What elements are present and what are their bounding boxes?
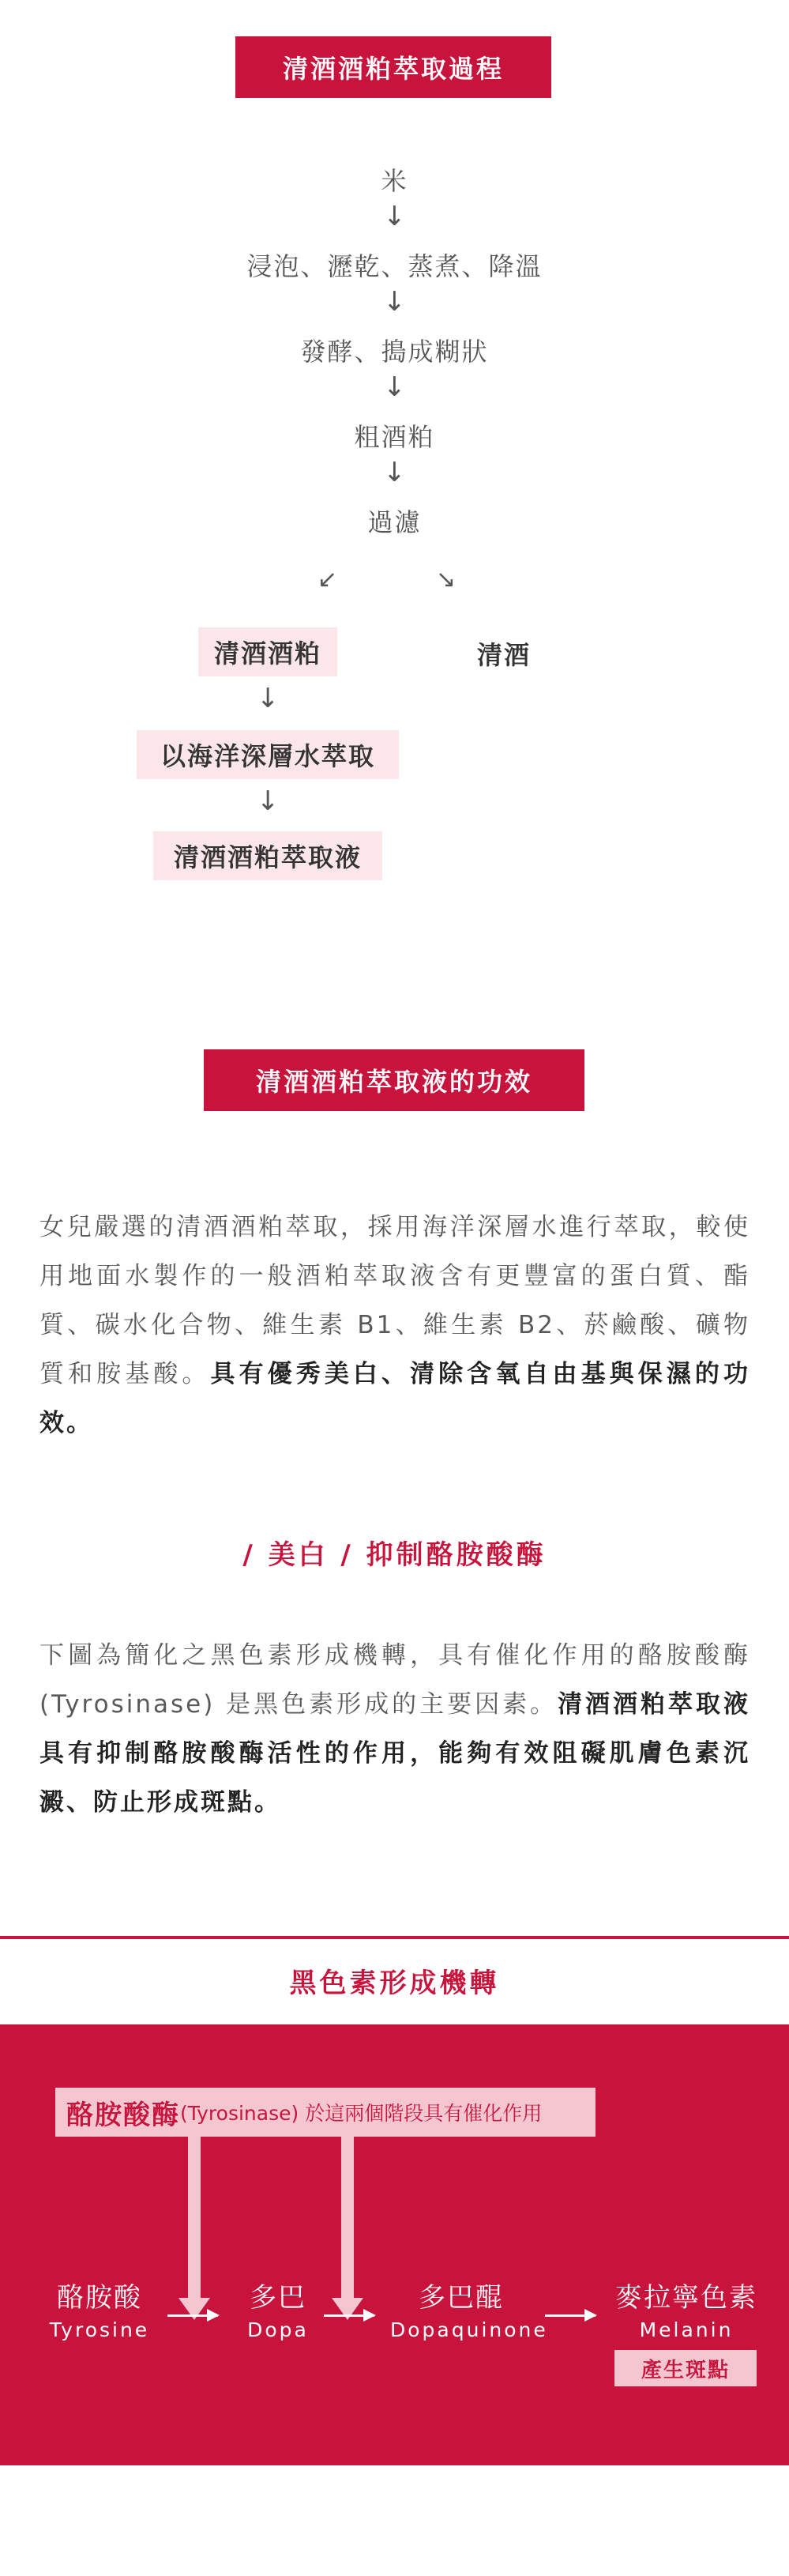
efficacy-highlight: 具有優秀美白、清除含氧自由基與保濕的功效。 <box>39 1360 750 1437</box>
stage-tyrosine-cn: 酪胺酸 <box>57 2282 142 2314</box>
process-title: 清酒酒粕萃取過程 <box>235 36 551 98</box>
mechanism-divider <box>0 1936 789 1939</box>
whitening-paragraph <box>39 1631 750 1827</box>
mechanism-panel <box>0 2024 789 2465</box>
efficacy-paragraph <box>39 1203 750 1448</box>
efficacy-text: 女兒嚴選的清酒酒粕萃取，採用海洋深層水進行萃取，較使用地面水製作的一般酒粕萃取液含有更豐富的蛋白質、酯質、碳水化合物、維生素 B1、維生素 B2、菸鹼酸、礦物質和胺基酸。 <box>39 1213 750 1388</box>
stage-melanin-cn: 麥拉寧色素 <box>615 2282 757 2314</box>
stage-dopa-en: Dopa <box>247 2318 309 2341</box>
stage-dopa-cn: 多巴 <box>250 2282 306 2314</box>
catalysis-arrow-1 <box>188 2137 201 2299</box>
split-right-arrow-icon: ↘ <box>436 566 456 593</box>
branch-sake: 清酒 <box>477 640 532 670</box>
whitening-highlight: 清酒酒粕萃取液具有抑制酪胺酸酶活性的作用，能夠有效阻礙肌膚色素沉澱、防止形成斑點。 <box>39 1690 751 1817</box>
whitening-text: 下圖為簡化之黑色素形成機轉，具有催化作用的酪胺酸酶 (Tyrosinase) 是黑色素形成的主要因素。 <box>39 1641 750 1719</box>
whitening-subtitle: / 美白 / 抑制酪胺酸酶 <box>242 1539 547 1571</box>
down-arrow-icon: ↓ <box>383 457 406 488</box>
branch-extract-liquid: 清酒酒粕萃取液 <box>153 831 382 880</box>
step-arrow-icon <box>545 2314 596 2317</box>
branch-deep-sea-extraction: 以海洋深層水萃取 <box>137 730 399 779</box>
mechanism-title: 黑色素形成機轉 <box>289 1968 500 1999</box>
flow-step-ferment: 發酵、搗成糊狀 <box>300 337 489 367</box>
step-arrow-icon <box>324 2314 374 2317</box>
enzyme-label <box>55 2088 596 2137</box>
split-left-arrow-icon: ↙ <box>317 566 338 593</box>
down-arrow-icon: ↓ <box>383 286 406 318</box>
stage-dopaquinone-en: Dopaquinone <box>390 2318 548 2341</box>
catalysis-arrow-2 <box>341 2137 354 2299</box>
down-arrow-icon: ↓ <box>257 785 280 817</box>
enzyme-label-cn: 酪胺酸酶 <box>66 2099 180 2131</box>
stage-dopaquinone-cn: 多巴醌 <box>419 2282 504 2314</box>
branch-sake-lees: 清酒酒粕 <box>198 627 337 676</box>
down-arrow-icon: ↓ <box>383 201 406 232</box>
step-arrow-icon <box>167 2314 218 2317</box>
down-arrow-icon: ↓ <box>257 683 280 714</box>
stage-melanin-en: Melanin <box>639 2318 734 2341</box>
result-badge: 產生斑點 <box>614 2350 757 2386</box>
efficacy-title: 清酒酒粕萃取液的功效 <box>204 1049 584 1111</box>
flow-step-crude-lees: 粗酒粕 <box>354 422 435 452</box>
stage-tyrosine-en: Tyrosine <box>49 2318 150 2341</box>
enzyme-label-rest: (Tyrosinase) 於這兩個階段具有催化作用 <box>180 2102 543 2125</box>
flow-step-soak: 浸泡、瀝乾、蒸煮、降溫 <box>246 251 543 281</box>
flow-step-rice: 米 <box>381 166 408 196</box>
down-arrow-icon: ↓ <box>383 371 406 403</box>
flow-step-filter: 過濾 <box>367 507 422 537</box>
